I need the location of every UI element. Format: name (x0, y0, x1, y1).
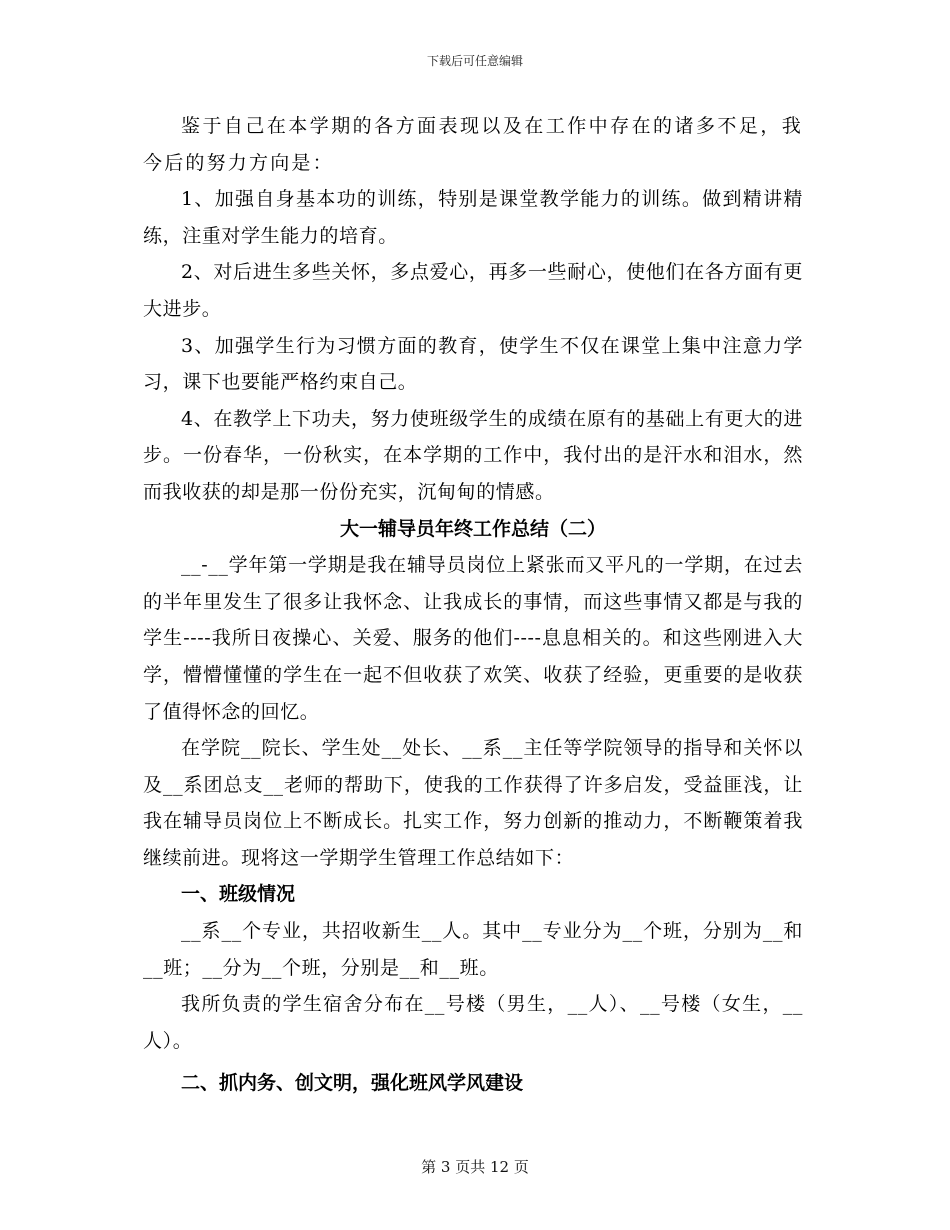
body-paragraph: 在学院__院长、学生处__处长、__系__主任等学院领导的指导和关怀以及__系团总支__老师的帮助下，使我的工作获得了许多启发，受益匪浅，让我在辅导员岗位上不断成长。扎实工作，努力创新的推动力，不断鞭策着我继续前进。现将这一学期学生管理工作总结如下： (143, 737, 803, 869)
page-header: 下载后可任意编辑 (426, 54, 523, 68)
document-body (143, 108, 803, 1102)
body-paragraph: __系__个专业，共招收新生__人。其中__专业分为__个班，分别为__和__班；__分为__个班，分别是__和__班。 (143, 920, 803, 979)
body-paragraph: 1、加强自身基本功的训练，特别是课堂教学能力的训练。做到精讲精练，注重对学生能力的培育。 (143, 188, 803, 247)
body-paragraph: 4、在教学上下功夫，努力使班级学生的成绩在原有的基础上有更大的进步。一份春华，一份秋实，在本学期的工作中，我付出的是汗水和泪水，然而我收获的却是那一份份充实，沉甸甸的情感。 (143, 407, 803, 503)
body-paragraph: __-__学年第一学期是我在辅导员岗位上紧张而又平凡的一学期，在过去的半年里发生了很多让我怀念、让我成长的事情，而这些事情又都是与我的学生----我所日夜操心、关爱、服务的他们----息息相关的。和这些刚进入大学，懵懵懂懂的学生在一起不但收获了欢笑、收获了经验，更重要的是收获了值得怀念的回忆。 (143, 554, 803, 723)
body-paragraph: 我所负责的学生宿舍分布在__号楼（男生，__人）、__号楼（女生，__人）。 (143, 993, 803, 1052)
subheading-class-style: 二、抓内务、创文明，强化班风学风建设 (181, 1072, 524, 1095)
page-footer: 第 3 页共 12 页 (421, 1158, 529, 1176)
body-paragraph: 鉴于自己在本学期的各方面表现以及在工作中存在的诸多不足，我今后的努力方向是： (143, 115, 803, 174)
body-paragraph: 3、加强学生行为习惯方面的教育，使学生不仅在课堂上集中注意力学习，课下也要能严格约束自己。 (143, 334, 803, 394)
section-title: 大一辅导员年终工作总结（二） (339, 517, 606, 540)
body-paragraph: 2、对后进生多些关怀，多点爱心，再多一些耐心，使他们在各方面有更大进步。 (143, 261, 803, 320)
subheading-class-situation: 一、班级情况 (181, 883, 296, 906)
